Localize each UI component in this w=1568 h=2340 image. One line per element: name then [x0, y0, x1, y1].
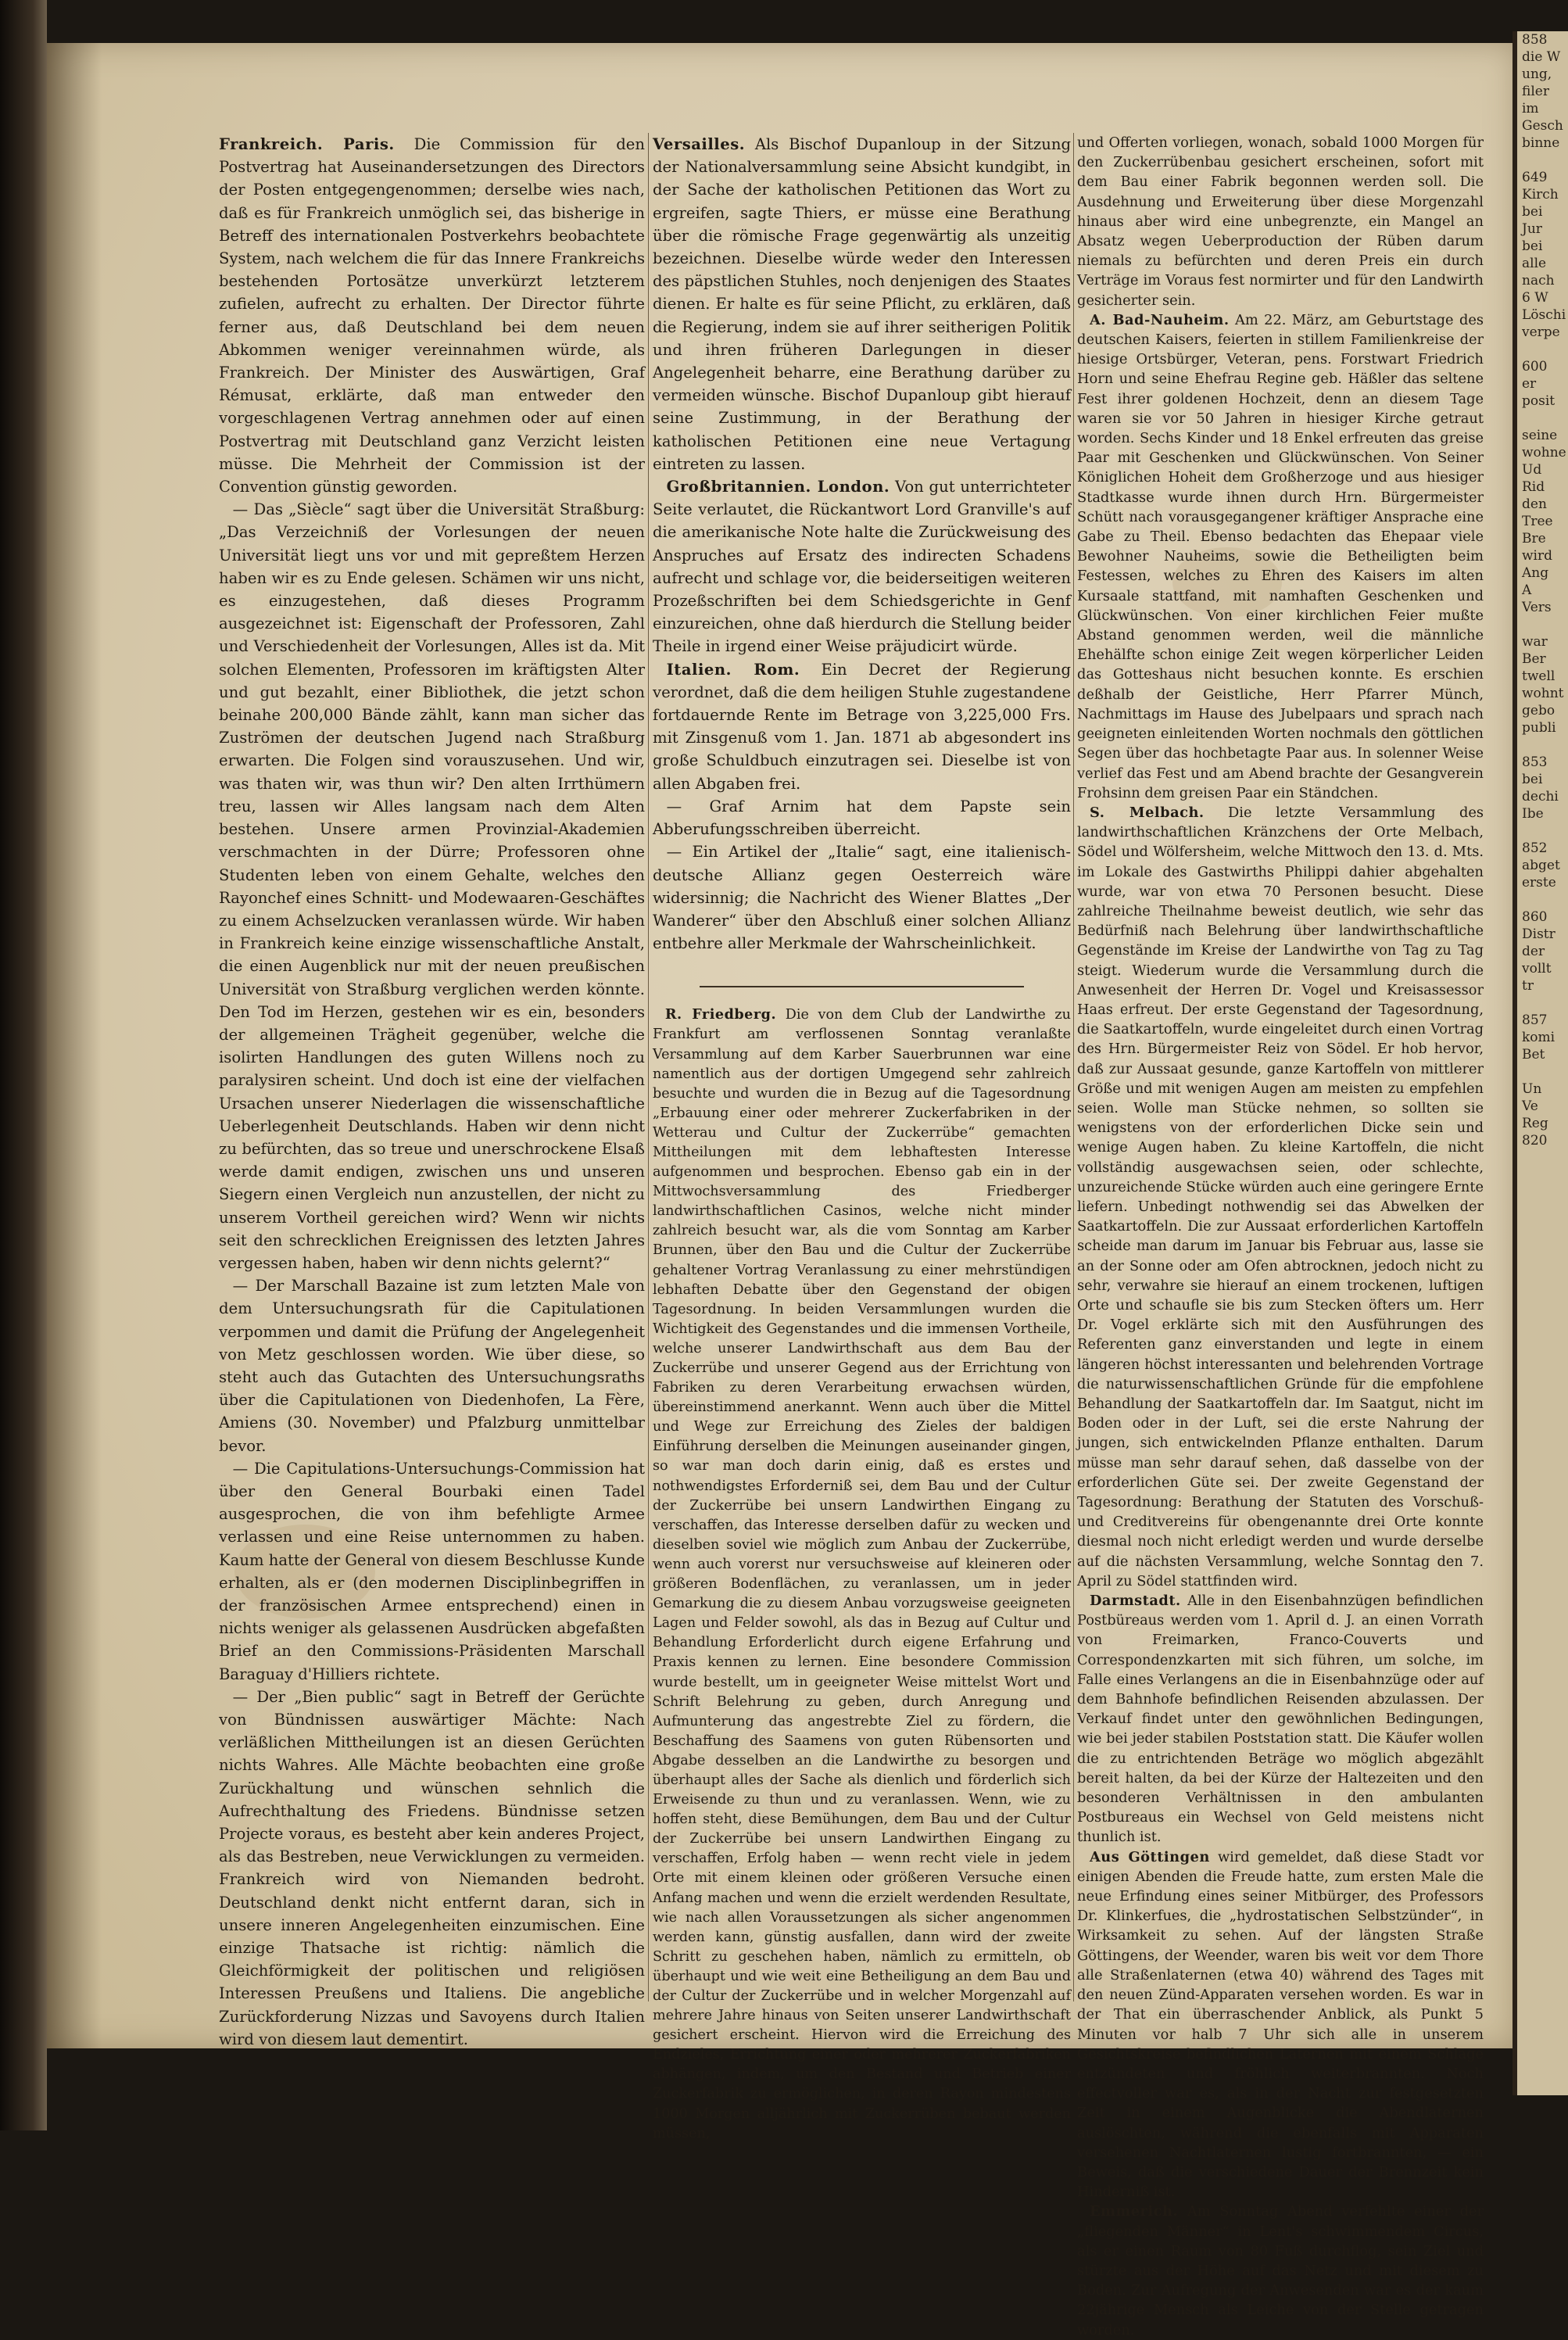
next-page-fragment: nach: [1522, 273, 1555, 288]
next-page-fragment: seine: [1522, 428, 1558, 443]
next-page-fragments: [1517, 31, 1568, 1149]
next-page-fragment: 860: [1522, 909, 1548, 925]
gutter-shadow: [47, 43, 102, 2048]
next-page-fragment: 6 W: [1522, 290, 1548, 306]
next-page-fragment: dechi: [1522, 789, 1559, 804]
article-heading: Frankreich. Paris.: [219, 135, 395, 153]
next-page-fragment: filer: [1522, 84, 1549, 99]
article-bad-nauheim: [1077, 310, 1484, 803]
next-page-fragment: gebo: [1522, 703, 1555, 718]
next-page-fragment: Ve: [1522, 1098, 1538, 1114]
article-heading: A. Bad-Nauheim.: [1090, 311, 1230, 328]
article-italien: [653, 658, 1071, 795]
next-page-fragment: Ud: [1522, 462, 1542, 478]
article-text: — Die Capitulations-Untersuchungs-Commission hat über den General Bourbaki einen Tadel ausgesprochen, die von ihm befehligte Armee verlassen und eine Reise unternommen zu haben. Kaum hatte der General von diesem Beschlusse Kunde erhalten, als er (den modernen Disciplinbegriffen in der französischen Armee entsprechend) einen in nichts weniger als gelassenen Ausdrücken abgefaßten Brief an den Commissions-Präsidenten Marschall Baraguay d'Hilliers richtete.: [219, 1459, 645, 1683]
next-page-fragment: 600: [1522, 359, 1548, 374]
next-page-fragment: Un: [1522, 1081, 1542, 1097]
article-heading: Aus Göttingen: [1090, 1848, 1210, 1865]
next-page-fragment: ung,: [1522, 66, 1552, 82]
next-page-fragment: [1517, 152, 1568, 169]
article-text: Die letzte Versammlung des landwirthschaftlichen Kränzchens der Orte Melbach, Södel und Wölfersheim, welche Mittwoch den 13. d. Mts. im Lokale des Gastwirths Philippi dahier abgehalten wurde, war von etwa 70 Personen besucht. Diese zahlreiche Theilnahme beweist deutlich, wie sehr das Bedürfniß nach Belehrung über landwirthschaftliche Gegenstände im Kreise der Landwirthe von Tag zu Tag steigt. Wiederum wurde die Versammlung durch die Anwesenheit der Herren Dr. Vogel und Kreisassessor Haas erfreut. Der erste Gegenstand der Tagesordnung, die Saatkartoffeln, wurde eingeleitet durch einen Vortrag des Hrn. Bürgermeister Reiz von Södel. Er hob hervor, daß zur Aussaat gesunde, ganze Kartoffeln von mittlerer Größe und mit wenigen Augen am meisten zu empfehlen seien. Wolle man Stücke nehmen, so sollten sie wenigstens von der erforderlichen Dicke sein und wenige Augen haben. Zu kleine Kartoffeln, die nicht vollständig ausgewachsen seien, oder schlechte, unzureichende Stücke würden auch eine geringere Ernte liefern. Unbedingt nothwendig sei das Abwelken der Saatkartoffeln. Die zur Aussaat erforderlichen Kartoffeln scheide man darum im Januar bis Februar aus, lasse sie an der Sonne oder am Ofen abtrocknen, jedoch nicht zu sehr, verwahre sie hierauf an einem trockenen, luftigen Orte und schaufle sie bis zum Stecken öfters um. Herr Dr. Vogel erklärte sich mit den Ausführungen des Referenten ganz einverstanden und legte in einem längeren höchst interessanten und belehrenden Vortrage die naturwissenschaftlichen Gründe für die empfohlene Behandlung der Saatkartoffeln dar. Im Saatgut, nicht im Boden oder in der Luft, sei die erste Nahrung der jungen, sich entwickelnden Pflanze enthalten. Darum müsse man sehr darauf sehen, daß dasselbe von der erforderlichen Güte sei. Der zweite Gegenstand der Tagesordnung: Berathung der Statuten des Vorschuß- und Creditvereins für obengenannte drei Orte konnte diesmal noch nicht erledigt werden und wurde derselbe auf die nächsten Versammlung, welche Sonntag den 7. April zu Södel stattfinden wird.: [1077, 804, 1484, 1589]
next-page-fragment: 820: [1522, 1133, 1548, 1148]
next-page-fragment: publi: [1522, 720, 1556, 736]
next-page-fragment: er: [1522, 376, 1537, 392]
next-page-fragment: bei: [1522, 204, 1543, 220]
article-text: — Der „Bien public“ sagt in Betreff der Gerüchte von Bündnissen auswärtiger Mächte: Nach verläßlichen Mittheilungen ist an diesen Gerüchten nichts Wahres. Alle Mächte beobachten eine große Zurückhaltung und wünschen sehnlich die Aufrechthaltung des Friedens. Bündnisse setzen Projecte voraus, es besteht aber kein anderes Project, als das Bestreben, neue Verwicklungen zu vermeiden. Frankreich wird von Niemanden bedroht. Deutschland denkt nicht entfernt daran, sich in unsere inneren Angelegenheiten einzumischen. Eine einzige Thatsache ist richtig: nämlich die Gleichförmigkeit der politischen und religiösen Interessen Preußens und Italiens. Die angebliche Zurückforderung Nizzas und Savoyens durch Italien wird von diesem laut dementirt.: [219, 1687, 645, 2048]
next-page-fragment: Gesch: [1522, 118, 1563, 134]
section-divider: [700, 986, 1024, 987]
next-page-fragment: Distr: [1522, 926, 1555, 942]
column-2: [653, 133, 1072, 2141]
next-page-fragment: wohne: [1522, 445, 1566, 460]
next-page-edge: [1513, 31, 1568, 2095]
article-heading: Versailles.: [653, 135, 746, 153]
next-page-fragment: Löschi: [1522, 307, 1566, 323]
next-page-fragment: [1517, 616, 1568, 633]
next-page-fragment: [1517, 1063, 1568, 1080]
article-text: — Der Marschall Bazaine ist zum letzten Male von dem Untersuchungsrath für die Capitulationen verpommen und damit die Prüfung der Angelegenheit von Metz geschlossen worden. Wie über diese, so steht auch das Gutachten des Untersuchungsraths über die Capitulationen von Diedenhofen, La Fère, Amiens (30. November) und Pfalzburg unmittelbar bevor.: [219, 1277, 645, 1455]
next-page-fragment: verpe: [1522, 324, 1560, 340]
next-page-fragment: war: [1522, 634, 1548, 650]
article-text: Von gut unterrichteter Seite verlautet, die Rückantwort Lord Granville's auf die amerikanische Note halte die Zurückweisung des Anspruches auf Ersatz des indirecten Schadens aufrecht und schlage vor, die beiderseitigen weiteren Prozeßschriften bei dem Schiedsgerichte in Genf einzureichen, ohne daß hierdurch die Stellung beider Theile in irgend einer Weise präjudicirt würde.: [653, 478, 1071, 656]
article-text: Am Sonntag Abend verfehlte einer der „fliegenden Männer“ in Lent's schwimmendem Circus, als er einen Raum von 80 Fuß durchflog, sein Ziel und stürzte aus der Höhe auf das Netz und mit diesem zu Boden. Zur Aufregung der Anwesenden war es der kaum 22jährige Mensch als Leiche von der Stelle getragen worden.: [1077, 2203, 1484, 2338]
article-heading: Großbritannien. London.: [666, 478, 890, 496]
next-page-fragment: bei: [1522, 238, 1543, 254]
article-goettingen: [1077, 1847, 1484, 2202]
column-rule: [648, 133, 649, 2001]
next-page-fragment: Vers: [1522, 600, 1552, 615]
next-page-fragment: 649: [1522, 170, 1548, 185]
article-emmerich: [1077, 2202, 1484, 2339]
next-page-fragment: wird: [1522, 548, 1552, 564]
next-page-fragment: [1517, 994, 1568, 1012]
column-rule: [1073, 133, 1074, 2001]
next-page-fragment: Tree: [1522, 514, 1553, 529]
article-friedberg: [653, 1005, 1071, 2143]
next-page-fragment: Reg: [1522, 1116, 1548, 1131]
next-page-fragment: die W: [1522, 49, 1561, 65]
next-page-fragment: Jur: [1522, 221, 1542, 237]
article-grossbritannien: [653, 475, 1071, 658]
article-text: — Ein Artikel der „Italie“ sagt, eine italienisch-deutsche Allianz gegen Oesterreich wäre widersinnig; die Nachricht des Wiener Blattes „Der Wanderer“ über den Abschluß einer solchen Allianz entbehre aller Merkmale der Wahrscheinlichkeit.: [653, 843, 1071, 953]
article-text: — Das „Siècle“ sagt über die Universität Straßburg: „Das Verzeichniß der Vorlesungen der neuen Universität liegt uns vor und mit gepreßtem Herzen haben wir es zu Ende gelesen. Schämen wir uns nicht, es einzugestehen, daß dieses Programm ausgezeichnet ist: Eigenschaft der Professoren, Zahl und Verschiedenheit der Vorlesungen, Alles ist da. Mit solchen Elementen, Professoren im kräftigsten Alter und gut bezahlt, einer Bibliothek, die jetzt schon beinahe 200,000 Bände zählt, kann man sicher das Zuströmen der deutschen Jugend nach Straßburg erwarten. Die Folgen sind vorauszusehen. Und wir, was thaten wir, was thun wir? Den alten Irrthümern treu, lassen wir Alles langsam nach dem Alten bestehen. Unsere armen Provinzial-Akademien verschmachten in der Dürre; Professoren ohne Studenten leben von einem Gehalte, welches den Rayonchef eines Schnitt- und Modewaaren-Geschäftes zu einem Achselzucken veranlassen würde. Wir haben in Frankreich keine einzige wissenschaftliche Anstalt, die einen Augenblick nur mit der neuen preußischen Universität von Straßburg verglichen werden könnte. Den Tod im Herzen, gestehen wir es ein, besonders der allgemeinen Trägheit gegenüber, welche die isolirten Handlungen des guten Willens noch zu paralysiren scheint. Und doch ist eine der vielfachen Ursachen unserer Niederlagen die wissenschaftliche Ueberlegenheit Deutschlands. Haben wir denn nicht zu befürchten, das so treue und unerschrockene Elsaß werde damit endigen, zwischen uns und unseren Siegern einen Vergleich nun anzustellen, der nicht zu unserem Vortheil gereichen wird? Wenn wir nichts seit den schrecklichen Ereignissen des letzten Jahres vergessen haben, haben wir denn nichts gelernt?“: [219, 500, 645, 1272]
next-page-fragment: im: [1522, 101, 1539, 116]
column-3: [1077, 133, 1484, 2338]
article-heading: R. Friedberg.: [664, 1006, 777, 1023]
article-heading: Emmerich.: [1090, 2203, 1179, 2220]
article-text: und Offerten vorliegen, wonach, sobald 1000 Morgen für den Zuckerrübenbau gesichert erscheinen, sofort mit dem Bau einer Fabrik begonnen werden soll. Die Ausdehnung und Erweiterung über diese Morgenzahl hinaus aber wird eine unbegrenzte, ein Mangel an Absatz wegen Ueberproduction der Rüben darum niemals zu befürchten und deren Preis ein durch Verträge im Voraus fest normirter und für den Landwirth gesicherter sein.: [1077, 134, 1484, 309]
next-page-fragment: komi: [1522, 1030, 1555, 1045]
article-text: Als Bischof Dupanloup in der Sitzung der Nationalversammlung seine Absicht kundgibt, in der Sache der katholischen Petitionen das Wort zu ergreifen, sagte Thiers, er müsse eine Berathung über die römische Frage gegenwärtig als unzeitig bezeichnen. Dieselbe würde weder den Interessen des päpstlichen Stuhles, noch denjenigen des Staates dienen. Er halte es für seine Pflicht, zu erklären, daß die Regierung, indem sie auf ihrer seitherigen Politik und ihren früheren Darlegungen in dieser Angelegenheit beharre, eine Berathung darüber zu vermeiden wünsche. Bischof Dupanloup gibt hierauf seine Zustimmung, in der Berathung der katholischen Petitionen eine neue Vertagung eintreten zu lassen.: [653, 135, 1071, 473]
article-heading: S. Melbach.: [1090, 804, 1205, 821]
book-binding: [0, 0, 47, 2130]
article-darmstadt: [1077, 1591, 1484, 1847]
next-page-fragment: Bet: [1522, 1047, 1545, 1062]
article-heading: Darmstadt.: [1090, 1593, 1181, 1610]
next-page-fragment: alle: [1522, 256, 1547, 271]
article-versailles: [653, 133, 1071, 475]
next-page-fragment: 853: [1522, 754, 1548, 770]
next-page-fragment: den: [1522, 496, 1547, 512]
next-page-fragment: wohnt: [1522, 686, 1564, 701]
article-text: Die Commission für den Postvertrag hat Auseinandersetzungen des Directors der Posten entgegengenommen; derselbe wies nach, daß es für Frankreich unmöglich sei, das bisherige in Betreff des internationalen Postverkehrs beobachtete System, nach welchem die für das Innere Frankreichs bestehenden Portosätze unverkürzt letzterem zufielen, aufrecht zu erhalten. Der Director führte ferner aus, daß Deutschland bei dem neuen Abkommen weniger vereinnahmen würde, als Frankreich. Der Minister des Auswärtigen, Graf Rémusat, erklärte, daß man entweder den vorgeschlagenen Vertrag annehmen oder auf einen Postvertrag mit Deutschland ganz Verzicht leisten müsse. Die Mehrheit der Commission ist der Convention günstig geworden.: [219, 135, 645, 496]
next-page-fragment: [1517, 341, 1568, 358]
next-page-fragment: Rid: [1522, 479, 1545, 495]
next-page-fragment: Ang: [1522, 565, 1549, 581]
article-text: Die von dem Club der Landwirthe zu Frankfurt am verflossenen Sonntag veranlaßte Versammlung auf dem Karber Sauerbrunnen war eine namentlich aus der dortigen Umgegend sehr zahlreich besuchte und wurden die in Bezug auf die Tagesordnung „Erbauung einer oder mehrerer Zuckerfabriken in der Wetterau und Cultur der Zuckerrübe“ gemachten Mittheilungen mit dem lebhaftesten Interesse aufgenommen und besprochen. Ebenso gab ein in der Mittwochsversammlung des Friedberger landwirthschaftlichen Casinos, welche nicht minder zahlreich besucht war, als die vom Sonntag am Karber Brunnen, über den Bau und die Cultur der Zuckerrübe gehaltener Vortrag Veranlassung zu einer mehrstündigen lebhaften Debatte über den Gegenstand der obigen Tagesordnung. In beiden Versammlungen wurden die Wichtigkeit des Gegenstandes und die immensen Vortheile, welche unserer Landwirthschaft aus dem Bau der Zuckerrübe und unserer Gegend aus der Errichtung von Fabriken zu deren Verarbeitung erwachsen würden, übereinstimmend anerkannt. Wenn auch über die Mittel und Wege zur Erreichung des Zieles der baldigen Einführung derselben die Meinungen auseinander gingen, so war man doch darin einig, daß es erstes und nothwendigstes Erforderniß sei, dem Bau und der Cultur der Zuckerrübe bei unsern Landwirthen Eingang zu verschaffen, das Interesse derselben dafür zu wecken und dieselben soviel wie möglich zum Anbau der Zuckerrübe, wenn auch vorerst nur versuchsweise auf kleineren oder größeren Bodenflächen, zu veranlassen, um in jeder Gemarkung die zu diesem Anbau vorzugsweise geeigneten Lagen und Felder sowohl, als das in Bezug auf Cultur und Behandlung Erforderlicht durch eigene Erfahrung und Praxis kennen zu lernen. Eine besondere Commission wurde bestellt, um in geeigneter Weise mittelst Wort und Schrift Belehrung zu geben, durch Anregung und Aufmunterung das angestrebte Ziel zu fördern, die Beschaffung des Saamens von guten Rübensorten und Abgabe desselben an die Landwirthe zu besorgen und überhaupt alles der Sache als dienlich und förderlich sich Erweisende zu thun und zu veranlassen. Wenn, wie zu hoffen steht, diese Bemühungen, dem Bau und der Cultur der Zuckerrübe bei unsern Landwirthen Eingang zu verschaffen, Erfolg haben — wenn recht viele in jedem Orte mit einem kleinen oder größeren Versuche einen Anfang machen und wenn die erzielt werdenden Resultate, wie nach allen Voraussetzungen als sicher angenommen werden kann, günstig ausfallen, dann wird der zweite Schritt zu geschehen haben, nämlich zu ermitteln, ob überhaupt und wie weit eine Betheiligung an dem Bau und der Cultur der Zuckerrübe und in welcher Morgenzahl auf mehrere Jahre hinaus von Seiten unserer Landwirthschaft gesichert erscheint. Hiervon wird die Erreichung des Endzieles, Errichtung einer oder mehrerer Zuckerfabriken abhängen, indem, um den Bestand und Betrieb einer Zuckerfabrik zu ermöglichen, in deren Rayon mindestens 1000 Morgen alljährlich mit Zuckerrüben bebaut werden müssen,: [653, 1007, 1072, 2141]
article-text: — Graf Arnim hat dem Papste sein Abberufungsschreiben überreicht.: [653, 797, 1071, 839]
article-heading: Italien. Rom.: [666, 660, 800, 679]
next-page-fragment: twell: [1522, 668, 1555, 684]
next-page-fragment: Bre: [1522, 531, 1546, 546]
article-text: Am 22. März, am Geburtstage des deutschen Kaisers, feierten in stillem Familienkreise der hiesige Ortsbürger, Veteran, pens. Forstwart Friedrich Horn und seine Ehefrau Regine geb. Häßler das seltene Fest ihrer goldenen Hochzeit, denn an diesem Tage waren sie vor 50 Jahren in hiesiger Kirche getraut worden. Sechs Kinder und 18 Enkel erfreuten das greise Paar mit Geschenken und Glückwünschen. Von Seiner Königlichen Hoheit dem Großherzoge und aus hiesiger Stadtkasse wurde ihnen durch Hrn. Bürgermeister Schütt nach vorausgegangener kräftiger Ansprache eine Gabe zu Theil. Ebenso bedachten das Ehepaar viele Bewohner Nauheims, sowie die Betheiligten beim Festessen, welches zu Ehren des Kaisers im alten Kursaale stattfand, mit namhaften Geschenken und Glückwünschen. Von einer kirchlichen Feier mußte Abstand genommen werden, weil die männliche Ehehälfte schon einige Zeit wegen körperlicher Leiden das Gotteshaus nicht besuchen konnte. Es erschien deßhalb der Geistliche, Herr Pfarrer Münch, Nachmittags im Hause des Jubelpaars und sprach nach geeigneten einleitenden Worten nochmals den göttlichen Segen über das hochbetagte Paar aus. In solenner Weise verlief das Fest und am Abend brachte der Gesangverein Frohsinn dem greisen Paar ein Ständchen.: [1077, 311, 1484, 801]
next-page-fragment: [1517, 410, 1568, 427]
article-text: Ein Decret der Regierung verordnet, daß die dem heiligen Stuhle zugestandene fortdauernde Rente im Betrage von 3,225,000 Frs. mit Zinsgenuß vom 1. Jan. 1871 ab abgesondert ins große Schuldbuch einzutragen sei. Dieselbe ist von allen Abgaben frei.: [653, 660, 1071, 793]
next-page-fragment: binne: [1522, 135, 1560, 151]
article-text: Alle in den Eisenbahnzügen befindlichen Postbüreaus werden vom 1. April d. J. an einen Vorrath von Freimarken, Franco-Couverts und Correspondenzkarten mit sich führen, um solche, im Falle eines Verlangens an die in Eisenbahnzüge oder auf dem Bahnhofe befindlichen Reisenden abzulassen. Der Verkauf findet unter den gewöhnlichen Bedingungen, wie bei jeder stabilen Poststation statt. Die Käufer wollen die zu entrichtenden Beträge wo möglich abgezählt bereit halten, da bei der Kürze der Haltezeiten und den besonderen Verhältnissen in den ambulanten Postbureaus ein Wechsel von Geld meistens nicht thunlich ist.: [1077, 1593, 1484, 1846]
next-page-fragment: [1517, 891, 1568, 908]
next-page-fragment: [1517, 822, 1568, 840]
next-page-fragment: erste: [1522, 875, 1556, 890]
article-frankreich: [219, 133, 645, 498]
next-page-fragment: Ibe: [1522, 806, 1544, 822]
article-melbach: [1077, 803, 1484, 1591]
next-page-fragment: 852: [1522, 840, 1548, 856]
next-page-fragment: 858: [1522, 32, 1548, 48]
next-page-fragment: Kirch: [1522, 187, 1559, 202]
next-page-fragment: Ber: [1522, 651, 1546, 667]
next-page-fragment: abget: [1522, 858, 1560, 873]
next-page-fragment: bei: [1522, 772, 1543, 787]
next-page-fragment: A: [1522, 582, 1532, 598]
next-page-fragment: 857: [1522, 1012, 1548, 1028]
next-page-fragment: der: [1522, 944, 1545, 959]
column-1: [219, 133, 645, 2048]
next-page-fragment: posit: [1522, 393, 1555, 409]
next-page-fragment: tr: [1522, 978, 1534, 994]
next-page-fragment: [1517, 736, 1568, 754]
next-page-fragment: vollt: [1522, 961, 1552, 976]
article-text: wird gemeldet, daß diese Stadt vor einigen Abenden die Freude hatte, zum ersten Male die neue Erfindung eines seiner Mitbürger, des Professors Dr. Klinkerfues, die „hydrostatischen Selbstzünder“, in Wirksamkeit zu sehen. Auf der längsten Straße Göttingens, der Weender, waren bis weit vor dem Thore alle Straßenlaternen (etwa 40) während des Tages mit den neuen Zünd-Apparaten versehen worden. Es war in der That ein überraschender Anblick, als Punkt 5 Minuten vor halb 7 Uhr sich alle in unserem Gesichtskreise befindlichen Laternen mit einem Schlage entzündeten und fröhlich weiterbrannten. Noch effectvoller war es, als in der Nacht zur festgesetzten Zeit in einem Augenblicke die Abendlaternen auslöschten, während die ebenfalls mit Apparaten versehenen Nachtlaternen lustig fortbrannten, — ein Beweis, daß die verschiedene Dauer der Brennzeit kein Hinderniß ist.: [1077, 1848, 1484, 2201]
